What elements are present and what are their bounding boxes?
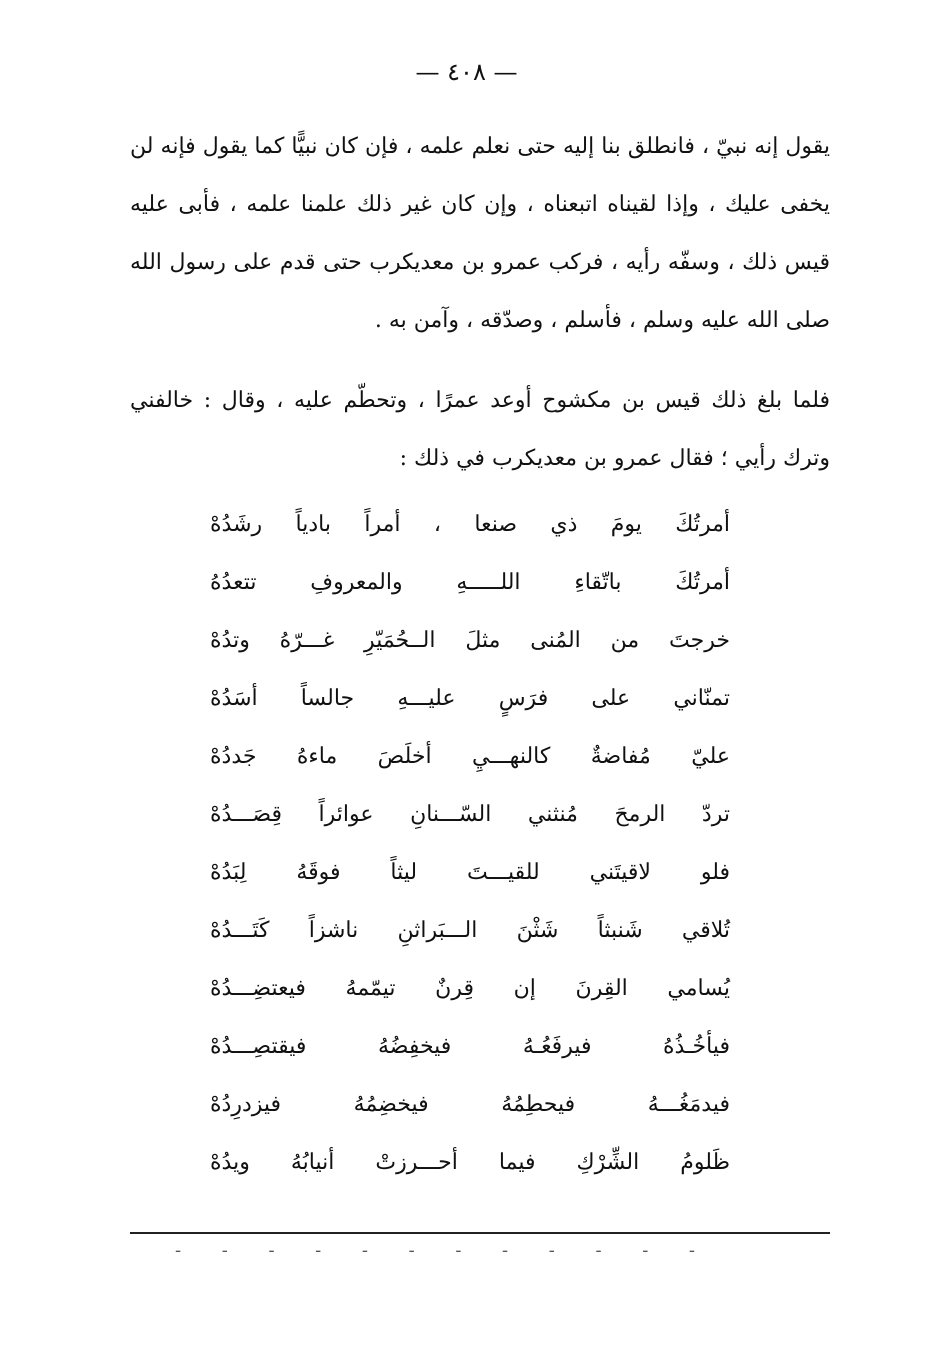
verse-line: فلو لاقيتَني للقيـــتَ ليثاً فوقَهُ لِبَدُهْ	[210, 860, 730, 885]
footer-dot: -	[688, 1240, 695, 1261]
verse-line: فيدمَغُـــهُ فيحطِمُهُ فيخضِمُهُ فيزدرِدُهْ	[210, 1092, 730, 1117]
paragraph-1: يقول إنه نبيّ ، فانطلق بنا إليه حتى نعلم علمه ، فإن كان نبيًّا كما يقول فإنه لن يخفى عليك ، وإذا لقيناه اتبعناه ، وإن كان غير ذلك علمنا علمه ، فأبى عليه قيس ذلك ، وسفّه رأيه ، فركب عمرو بن معديكرب حتى قدم على رسول الله صلى الله عليه وسلم ، فأسلم ، وصدّقه ، وآمن به .	[130, 134, 830, 333]
verse-line: عليّ مُفاضةٌ كالنهـــيِ أخلَصَ ماءهُ جَددُهْ	[210, 744, 730, 769]
footer-dot: -	[361, 1240, 368, 1261]
footer-dot: -	[455, 1240, 462, 1261]
verse-line: أمرتُكَ يومَ ذي صنعا ، أمراً بادياً رشَدُهْ	[210, 512, 730, 537]
verse-line: تمنّاني على فرَسٍ عليـــهِ جالساً أسَدُهْ	[210, 686, 730, 711]
verse-line: فيأخُـذُهُ فيرفَعُـهُ فيخفِضُهُ فيقتصِـــدُهْ	[210, 1034, 730, 1059]
footer-dot: -	[408, 1240, 415, 1261]
footer-dot: -	[642, 1240, 649, 1261]
footer-rule	[130, 1232, 830, 1234]
verse-line: أمرتُكَ باتّقاءِ اللـــــهِ والمعروفِ تتعدُهُ	[210, 570, 730, 595]
footer-dot: -	[595, 1240, 602, 1261]
footer-dot: -	[221, 1240, 228, 1261]
footer-dot: -	[268, 1240, 275, 1261]
verse-line: تردّ الرمحَ مُنثني السّـــنانِ عوائراً قِصَـــدُهْ	[210, 802, 730, 827]
page-number: — ٤٠٨ —	[415, 58, 518, 86]
footer-dots	[175, 1240, 695, 1261]
verse-line: تُلاقي شَنبثاً شَثْنَ الـــبَراثنِ ناشزاً كَتَـــدُهْ	[210, 918, 730, 943]
verse-line: خرجتَ من المُنى مثلَ الــحُمَيّرِ غـــرّهُ وتدُهْ	[210, 628, 730, 653]
verse-line: ظَلومُ الشِّرْكِ فيما أحـــرزتْ أنيابُهُ ويدُهْ	[210, 1150, 730, 1175]
footer-dot: -	[502, 1240, 509, 1261]
verse-line: يُسامي القِرنَ إن قِرنٌ تيمّمهُ فيعتضِـــدُهْ	[210, 976, 730, 1001]
footer-dot: -	[548, 1240, 555, 1261]
paragraph-2: فلما بلغ ذلك قيس بن مكشوح أوعد عمرًا ، وتحطّم عليه ، وقال : خالفني وترك رأيي ؛ فقال عمرو بن معديكرب في ذلك :	[130, 388, 830, 471]
footer-dot: -	[315, 1240, 322, 1261]
footer-dot: -	[175, 1240, 182, 1261]
